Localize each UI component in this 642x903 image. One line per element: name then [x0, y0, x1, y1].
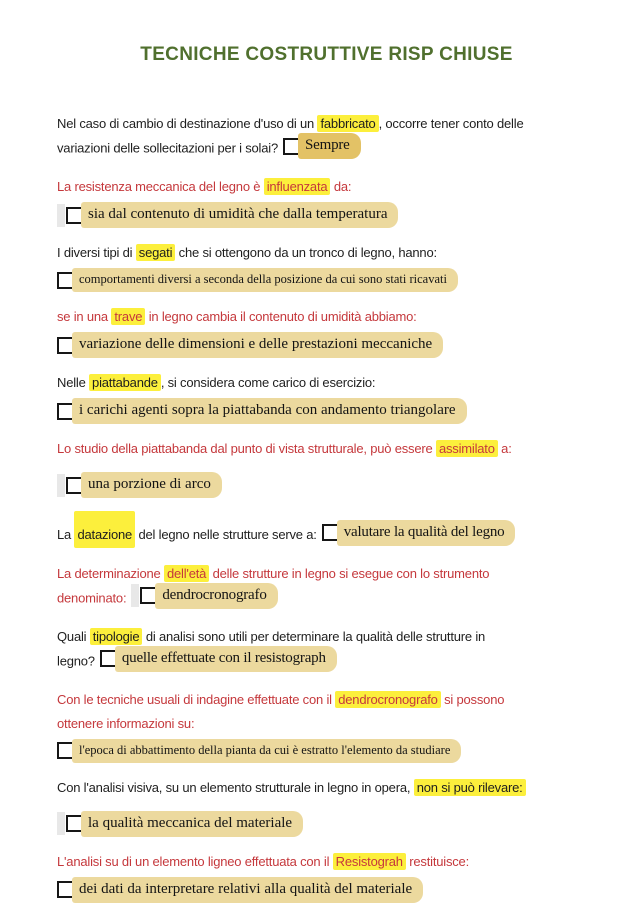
question-block: [57, 241, 596, 292]
question-block: [57, 175, 596, 228]
answer-text: Sempre: [298, 133, 361, 159]
question-segment: variazioni delle sollecitazioni per i solai?: [57, 140, 278, 156]
answer: [283, 133, 361, 159]
answer-text: sia dal contenuto di umidità che dalla temperatura: [81, 202, 398, 228]
highlighted-keyword: segati: [136, 244, 176, 261]
question-block: [57, 688, 596, 763]
answer-row: [57, 877, 596, 903]
answer-text: l'epoca di abbattimento della pianta da cui è estratto l'elemento da studiare: [72, 739, 461, 763]
answer: [57, 332, 443, 358]
answer-text: quelle effettuate con il resistograph: [115, 646, 337, 672]
highlighted-keyword: assimilato: [436, 440, 498, 457]
question-block: [57, 562, 596, 612]
question-text: [57, 776, 596, 800]
highlighted-keyword: dendrocronografo: [335, 691, 440, 708]
answer-text: i carichi agenti sopra la piattabanda con andamento triangolare: [72, 398, 467, 424]
question-block: [57, 112, 596, 162]
highlighted-keyword: non si può rilevare:: [414, 779, 526, 796]
question-block: [57, 511, 596, 549]
answer-text: la qualità meccanica del materiale: [81, 811, 303, 837]
answer-row: [57, 811, 596, 837]
question-segment: La determinazione: [57, 565, 164, 581]
question-text: [57, 371, 596, 395]
question-text: [57, 305, 596, 329]
form-field-shading: [57, 812, 65, 835]
answer-text: comportamenti diversi a seconda della posizione da cui sono stati ricavati: [72, 268, 458, 292]
highlighted-keyword: dell'età: [164, 565, 209, 582]
question-segment: da:: [330, 179, 352, 194]
question-block: [57, 625, 596, 675]
highlighted-keyword: datazione: [74, 511, 135, 548]
question-segment: Nelle: [57, 375, 90, 390]
question-text: [57, 511, 596, 549]
question-text: [57, 562, 596, 612]
page-title: TECNICHE COSTRUTTIVE RISP CHIUSE: [140, 44, 513, 65]
question-segment: Con le tecniche usuali di indagine effettuate con il: [57, 691, 336, 707]
answer: [131, 583, 277, 609]
question-segment: , occorre tener conto delle: [378, 116, 524, 131]
answer: [57, 398, 467, 424]
question-segment: legno?: [57, 653, 95, 668]
highlighted-keyword: fabbricato: [317, 115, 378, 132]
answer: [100, 646, 337, 672]
question-text: [57, 112, 596, 162]
answer-row: [57, 202, 596, 228]
question-text: [57, 850, 596, 874]
answer: [57, 202, 398, 228]
question-segment: che si ottengono da un tronco di legno, hanno:: [175, 245, 437, 260]
question-segment: delle strutture in legno si esegue con lo strumento: [209, 565, 490, 581]
answer-text: variazione delle dimensioni e delle prestazioni meccaniche: [72, 332, 443, 358]
question-text: [57, 175, 596, 199]
answer-row: [57, 398, 596, 424]
answer-row: [57, 739, 596, 763]
question-block: [57, 776, 596, 837]
question-segment: Con l'analisi visiva, su un elemento strutturale in legno in opera,: [57, 779, 414, 795]
answer: [57, 811, 303, 837]
question-segment: restituisce:: [405, 853, 469, 869]
highlighted-keyword: influenzata: [264, 178, 331, 195]
answer-text: una porzione di arco: [81, 472, 222, 498]
highlighted-keyword: Resistograh: [333, 853, 406, 870]
question-segment: Quali: [57, 628, 90, 644]
question-segment: La: [57, 527, 75, 542]
question-segment: Lo studio della piattabanda dal punto di vista strutturale, può essere: [57, 441, 436, 456]
answer-text: dendrocronografo: [155, 583, 277, 609]
answer-text: valutare la qualità del legno: [337, 520, 516, 546]
question-text: [57, 437, 596, 461]
question-segment: La resistenza meccanica del legno è: [57, 179, 264, 194]
answer-row: [57, 268, 596, 292]
highlighted-keyword: trave: [111, 308, 145, 325]
question-segment: a:: [497, 441, 512, 456]
answer-text: dei dati da interpretare relativi alla qualità del materiale: [72, 877, 423, 903]
question-segment: del legno nelle strutture serve a:: [135, 527, 317, 542]
answer-row: [57, 332, 596, 358]
form-field-shading: [131, 584, 139, 607]
question-text: [57, 241, 596, 265]
answer: [57, 268, 458, 292]
question-segment: denominato:: [57, 590, 127, 605]
question-segment: se in una: [57, 309, 112, 324]
question-text: [57, 625, 596, 675]
question-segment: di analisi sono utili per determinare la qualità delle strutture in: [142, 628, 486, 644]
highlighted-keyword: tipologie: [90, 628, 143, 645]
question-block: [57, 850, 596, 903]
answer-row: [57, 472, 596, 498]
question-segment: Nel caso di cambio di destinazione d'uso di un: [57, 116, 318, 131]
question-segment: L'analisi su di un elemento ligneo effettuata con il: [57, 853, 333, 869]
question-list: [57, 112, 596, 903]
answer: [57, 877, 423, 903]
question-segment: I diversi tipi di: [57, 245, 136, 260]
question-text: [57, 688, 596, 736]
question-segment: ottenere informazioni su:: [57, 715, 195, 731]
question-block: [57, 305, 596, 358]
question-segment: si possono: [440, 691, 505, 707]
answer: [57, 739, 461, 763]
answer: [322, 520, 516, 546]
answer: [57, 472, 222, 498]
form-field-shading: [57, 204, 65, 227]
question-block: [57, 437, 596, 498]
question-segment: , si considera come carico di esercizio:: [160, 375, 376, 390]
form-field-shading: [57, 474, 65, 497]
question-segment: in legno cambia il contenuto di umidità abbiamo:: [145, 309, 417, 324]
highlighted-keyword: piattabande: [89, 374, 161, 391]
question-block: [57, 371, 596, 424]
